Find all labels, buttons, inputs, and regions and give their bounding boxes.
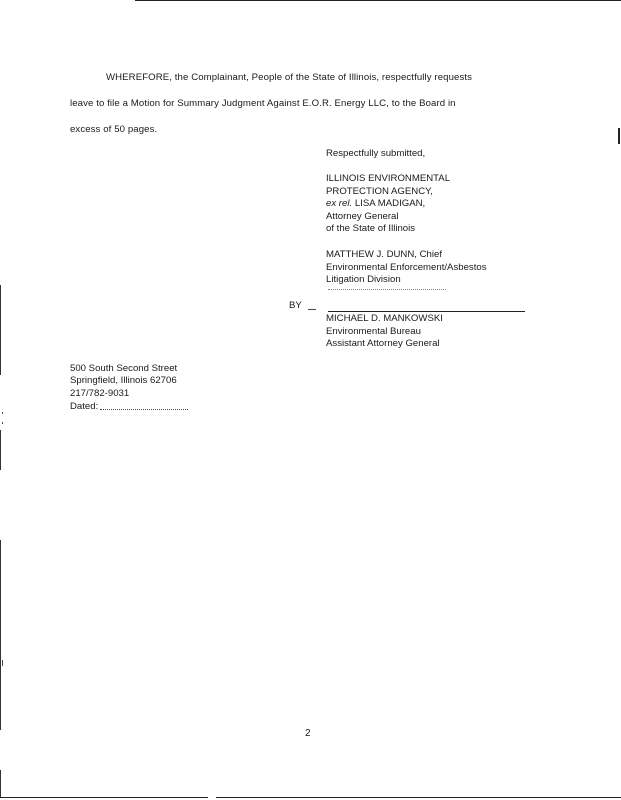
dated-label: Dated: <box>70 401 99 413</box>
left-scan-edge <box>0 540 1 730</box>
address-phone: 217/782-9031 <box>70 387 130 399</box>
agency-name-line-1: ILLINOIS ENVIRONMENTAL <box>326 173 451 184</box>
top-scan-border <box>135 0 621 1</box>
ex-rel-line <box>326 198 450 211</box>
signature-line <box>328 311 525 312</box>
left-scan-edge <box>0 770 1 798</box>
ex-rel-name: LISA MADIGAN, <box>354 198 426 209</box>
closing-line: Respectfully submitted, <box>326 148 426 159</box>
chief-name: MATTHEW J. DUNN, Chief <box>326 249 443 260</box>
left-scan-edge <box>0 430 1 470</box>
body-line-3: excess of 50 pages. <box>70 124 158 135</box>
chief-block <box>326 249 487 287</box>
chief-division: Litigation Division <box>326 274 401 285</box>
by-label: BY <box>289 300 302 311</box>
agency-block <box>326 173 450 236</box>
signer-name: MICHAEL D. MANKOWSKI <box>326 313 443 324</box>
by-dash <box>308 309 316 310</box>
address-street: 500 South Second Street <box>70 363 178 374</box>
signer-block <box>326 313 443 351</box>
scan-speck <box>2 422 3 424</box>
attorney-general-state: of the State of Illinois <box>326 223 416 234</box>
address-city: Springfield, Illinois 62706 <box>70 375 177 387</box>
agency-name-line-2: PROTECTION AGENCY, <box>326 185 433 197</box>
left-scan-edge <box>0 285 1 375</box>
bottom-scan-border <box>0 797 208 798</box>
attorney-general-title: Attorney General <box>326 210 399 222</box>
signer-bureau: Environmental Bureau <box>326 325 421 337</box>
signer-title: Assistant Attorney General <box>326 338 440 349</box>
body-line-2: leave to file a Motion for Summary Judgment Against E.O.R. Energy LLC, to the Board in <box>70 98 456 109</box>
dated-line <box>70 400 188 413</box>
address-block <box>70 363 188 414</box>
right-margin-mark <box>618 128 620 144</box>
ex-rel-prefix: ex rel. <box>326 198 353 209</box>
scan-noise-dots <box>328 287 446 290</box>
bottom-scan-border <box>216 797 621 798</box>
page-number: 2 <box>305 728 311 739</box>
chief-unit: Environmental Enforcement/Asbestos <box>326 261 487 273</box>
scan-speck <box>2 412 3 414</box>
scan-speck <box>2 660 3 666</box>
dated-handwriting <box>100 400 188 410</box>
body-line-1: WHEREFORE, the Complainant, People of the State of Illinois, respectfully requests <box>106 72 472 83</box>
